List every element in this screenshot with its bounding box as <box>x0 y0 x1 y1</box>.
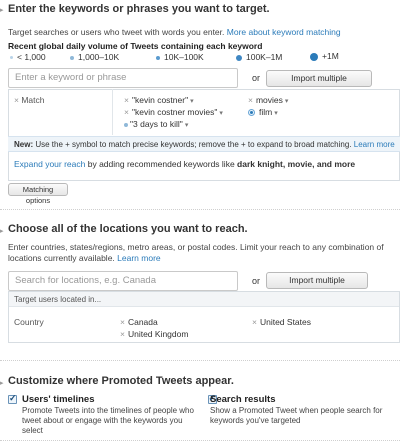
keywords-description: Target searches or users who tweet with words you enter. <box>8 27 225 37</box>
chevron-down-icon[interactable]: ▾ <box>274 110 278 117</box>
volume-dot-icon <box>310 53 318 61</box>
volume-dot-icon <box>70 56 74 60</box>
matching-options-button[interactable]: Matching options <box>8 183 68 196</box>
expand-reach-link[interactable]: Expand your reach <box>14 159 86 169</box>
section-divider <box>0 440 400 441</box>
volume-legend-item: < 1,000 <box>10 52 46 62</box>
volume-dot-icon <box>236 55 242 61</box>
volume-legend-item: 1,000–10K <box>70 52 119 62</box>
keyword-tag[interactable]: "3 days to kill" ▾ <box>124 119 188 129</box>
volume-dot-icon <box>156 56 160 60</box>
keyword-matching-link[interactable]: More about keyword matching <box>226 27 341 37</box>
promoted-section-title: Customize where Promoted Tweets appear. <box>8 375 234 387</box>
keyword-tag[interactable]: film ▾ <box>248 107 278 117</box>
search-results-description: Show a Promoted Tweet when people search for keywords you've targeted <box>210 406 383 425</box>
target-users-label: Target users located in... <box>14 295 102 304</box>
chevron-down-icon[interactable]: ▾ <box>219 110 223 117</box>
timelines-label: Users' timelines <box>22 394 95 405</box>
timelines-checkbox[interactable] <box>8 395 17 404</box>
chevron-down-icon[interactable]: ▾ <box>190 98 194 105</box>
keyword-tag[interactable]: × "kevin costner movies" ▾ <box>124 107 223 117</box>
chevron-down-icon[interactable]: ▾ <box>184 122 189 129</box>
keyword-tag[interactable]: × "kevin costner" ▾ <box>124 95 194 105</box>
section-caret-icon: ▸ <box>0 7 4 14</box>
remove-icon[interactable]: × <box>120 317 125 327</box>
location-tag[interactable]: × United Kingdom <box>120 329 189 339</box>
locations-learn-more-link[interactable]: Learn more <box>117 253 161 263</box>
or-label: or <box>252 276 261 286</box>
country-label: Country <box>14 317 44 327</box>
search-results-label: Search results <box>210 394 276 405</box>
location-tag[interactable]: × Canada <box>120 317 158 327</box>
import-locations-button[interactable]: Import multiple <box>266 272 368 289</box>
remove-icon[interactable]: × <box>14 95 19 105</box>
panel-divider <box>112 89 113 135</box>
volume-dot-icon <box>124 123 128 127</box>
keyword-input[interactable]: Enter a keyword or phrase <box>8 68 238 88</box>
section-divider <box>0 209 400 210</box>
volume-title: Recent global daily volume of Tweets containing each keyword <box>8 41 263 51</box>
section-divider <box>0 360 400 361</box>
expand-reach-text: Expand your reach by adding recommended keywords like dark knight, movie, and more <box>14 159 356 169</box>
timelines-description: Promote Tweets into the timelines of people who tweet about or engage with the keywords you select <box>22 406 194 435</box>
locations-section-title: Choose all of the locations you want to reach. <box>8 223 248 235</box>
keywords-section-title: Enter the keywords or phrases you want to target. <box>8 3 270 15</box>
import-keywords-button[interactable]: Import multiple <box>266 70 372 87</box>
volume-legend-item: 100K–1M <box>236 52 282 62</box>
or-label: or <box>252 73 261 83</box>
section-caret-icon: ▸ <box>0 380 4 387</box>
volume-legend-item: 10K–100K <box>156 52 204 62</box>
volume-legend-item: +1M <box>310 51 339 61</box>
remove-icon[interactable]: × <box>124 95 129 105</box>
match-label: × Match <box>14 95 45 105</box>
volume-dot-icon <box>248 109 255 116</box>
remove-icon[interactable]: × <box>252 317 257 327</box>
remove-icon[interactable]: × <box>248 95 253 105</box>
locations-description: Enter countries, states/regions, metro areas, or postal codes. Limit your reach to any combination of locations currently available. Learn more <box>8 242 384 263</box>
remove-icon[interactable]: × <box>120 329 125 339</box>
chevron-down-icon[interactable]: ▾ <box>284 98 289 105</box>
new-tip-text: New: Use the + symbol to match precise keywords; remove the + to expand to broad matching. Learn more <box>14 140 395 149</box>
keyword-tag[interactable]: × movies ▾ <box>248 95 289 105</box>
volume-dot-icon <box>10 56 13 59</box>
new-tip-bar <box>8 136 400 152</box>
section-caret-icon: ▸ <box>0 228 4 235</box>
remove-icon[interactable]: × <box>124 107 129 117</box>
location-search-input[interactable]: Search for locations, e.g. Canada <box>8 271 238 291</box>
learn-more-link[interactable]: Learn more <box>353 140 395 149</box>
location-tag[interactable]: × United States <box>252 317 311 327</box>
